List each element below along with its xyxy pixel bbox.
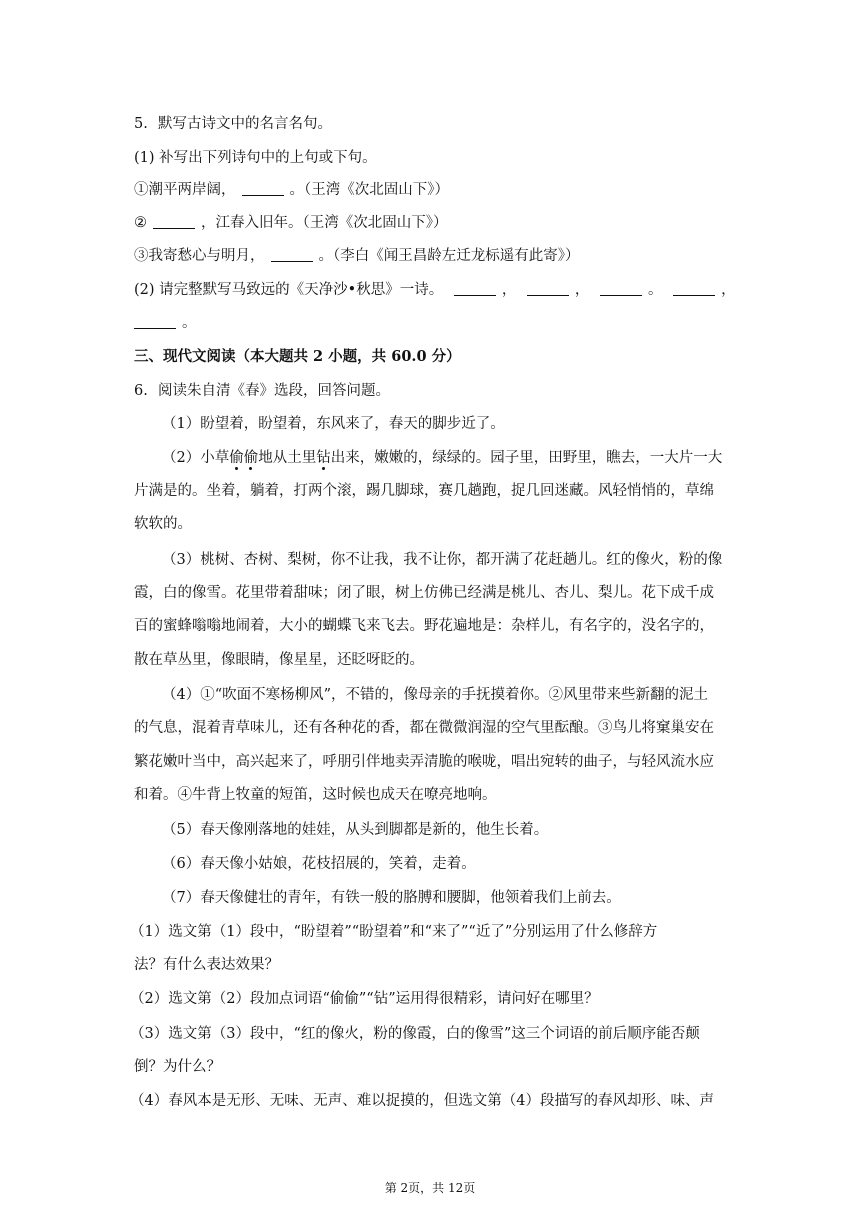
q5-part2-cont bbox=[134, 313, 197, 333]
sub-question-3-cont: 倒？为什么？ bbox=[134, 1059, 221, 1075]
q5-part2 bbox=[134, 280, 736, 300]
q5-part2-text: (2) 请完整默写马致远的《天净沙•秋思》一诗。 bbox=[134, 282, 444, 298]
passage-line: 百的蜜蜂嗡嗡地闹着，大小的蝴蝶飞来飞去。野花遍地是：杂样儿，有名字的，没名字的， bbox=[134, 618, 714, 634]
separator: ， bbox=[574, 282, 590, 298]
q6-number: 6. bbox=[134, 383, 148, 399]
passage-paragraph-7: （7）春天像健壮的青年，有铁一般的胳膊和腰脚，他领着我们上前去。 bbox=[162, 890, 621, 906]
q5-part1: (1) 补写出下列诗句中的上句或下句。 bbox=[134, 150, 377, 166]
q5-item2-text-a: ② bbox=[134, 215, 147, 231]
passage-line: 散在草丛里，像眼睛，像星星，还眨呀眨的。 bbox=[134, 652, 424, 668]
q5-item2 bbox=[134, 213, 448, 233]
passage-paragraph-3: （3）桃树、杏树、梨树，你不让我，我不让你，都开满了花赶趟儿。红的像火，粉的像 bbox=[162, 552, 723, 568]
separator: ， bbox=[721, 282, 736, 298]
q5-heading bbox=[134, 114, 332, 134]
answer-blank[interactable] bbox=[271, 246, 313, 262]
passage-paragraph-2 bbox=[162, 448, 722, 468]
q5-title: 默写古诗文中的名言名句。 bbox=[158, 116, 332, 132]
dotted-word: 偷 bbox=[243, 450, 259, 466]
passage-line: 的气息，混着青草味儿，还有各种花的香，都在微微润湿的空气里酝酿。③鸟儿将窠巢安在 bbox=[134, 720, 714, 736]
passage-paragraph-6: （6）春天像小姑娘，花枝招展的，笑着，走着。 bbox=[162, 856, 476, 872]
answer-blank[interactable] bbox=[454, 280, 496, 296]
passage-line: 和着。④牛背上牧童的短笛，这时候也成天在嘹亮地响。 bbox=[134, 787, 497, 803]
passage-line: 软软的。 bbox=[134, 516, 192, 532]
q5-item2-text-b: ，江春入旧年。（王湾《次北固山下》） bbox=[201, 215, 448, 231]
passage-paragraph-5: （5）春天像刚落地的娃娃，从头到脚都是新的，他生长着。 bbox=[162, 822, 549, 838]
passage-paragraph-4: （4）①“吹面不寒杨柳风”，不错的，像母亲的手抚摸着你。②风里带来些新翻的泥土 bbox=[162, 687, 709, 703]
text-span: 出来，嫩嫩的，绿绿的。园子里，田野里，瞧去，一大片一大 bbox=[330, 450, 723, 466]
separator: 。 bbox=[182, 315, 197, 331]
q5-number: 5. bbox=[134, 116, 148, 132]
text-span: 地从土里 bbox=[258, 450, 317, 466]
passage-paragraph-1: （1）盼望着，盼望着，东风来了，春天的脚步近了。 bbox=[162, 416, 505, 432]
sub-question-1-cont: 法？有什么表达效果？ bbox=[134, 957, 279, 973]
q6-title: 阅读朱自清《春》选段，回答问题。 bbox=[158, 383, 390, 399]
q6-heading bbox=[134, 381, 390, 401]
answer-blank[interactable] bbox=[242, 180, 284, 196]
answer-blank[interactable] bbox=[527, 280, 569, 296]
q5-item3-text-a: ③我寄愁心与明月， bbox=[134, 248, 265, 264]
dotted-word: 偷 bbox=[229, 450, 244, 466]
passage-line: 霞，白的像雪。花里带着甜味；闭了眼，树上仿佛已经满是桃儿、杏儿、梨儿。花下成千成 bbox=[134, 585, 714, 601]
passage-line: 片满是的。坐着，躺着，打两个滚，踢几脚球，赛几趟跑，捉几回迷藏。风轻悄悄的，草绵 bbox=[134, 483, 714, 499]
dotted-word: 钻 bbox=[316, 450, 331, 466]
sub-question-2: （2）选文第（2）段加点词语“偷偷”“钻”运用得很精彩，请问好在哪里？ bbox=[130, 991, 599, 1007]
separator: 。 bbox=[648, 282, 663, 298]
answer-blank[interactable] bbox=[153, 213, 195, 229]
sub-question-3: （3）选文第（3）段中，“红的像火，粉的像霞，白的像雪”这三个词语的前后顺序能否颠 bbox=[130, 1026, 700, 1042]
answer-blank[interactable] bbox=[673, 280, 715, 296]
page-footer: 第 2页，共 12页 bbox=[384, 1181, 476, 1195]
q5-item3 bbox=[134, 246, 580, 266]
passage-line: 繁花嫩叶当中，高兴起来了，呼朋引伴地卖弄清脆的喉咙，唱出宛转的曲子，与轻风流水应 bbox=[134, 754, 714, 770]
section-title: 三、现代文阅读（本大题共 2 小题，共 60.0 分） bbox=[134, 348, 461, 365]
text-span: （2）小草 bbox=[162, 450, 230, 466]
answer-blank[interactable] bbox=[600, 280, 642, 296]
q5-item3-text-b: 。（李白《闻王昌龄左迁龙标遥有此寄》） bbox=[318, 248, 580, 264]
sub-question-4: （4）春风本是无形、无味、无声、难以捉摸的，但选文第（4）段描写的春风却形、味、声 bbox=[130, 1093, 714, 1109]
q5-item1-text-b: 。（王湾《次北固山下》） bbox=[289, 182, 449, 198]
q5-item1-text-a: ①潮平两岸阔， bbox=[134, 182, 236, 198]
separator: ， bbox=[501, 282, 517, 298]
q5-item1 bbox=[134, 180, 449, 200]
answer-blank[interactable] bbox=[134, 313, 176, 329]
sub-question-1: （1）选文第（1）段中，“盼望着”“盼望着”和“来了”“近了”分别运用了什么修辞方 bbox=[130, 924, 658, 940]
